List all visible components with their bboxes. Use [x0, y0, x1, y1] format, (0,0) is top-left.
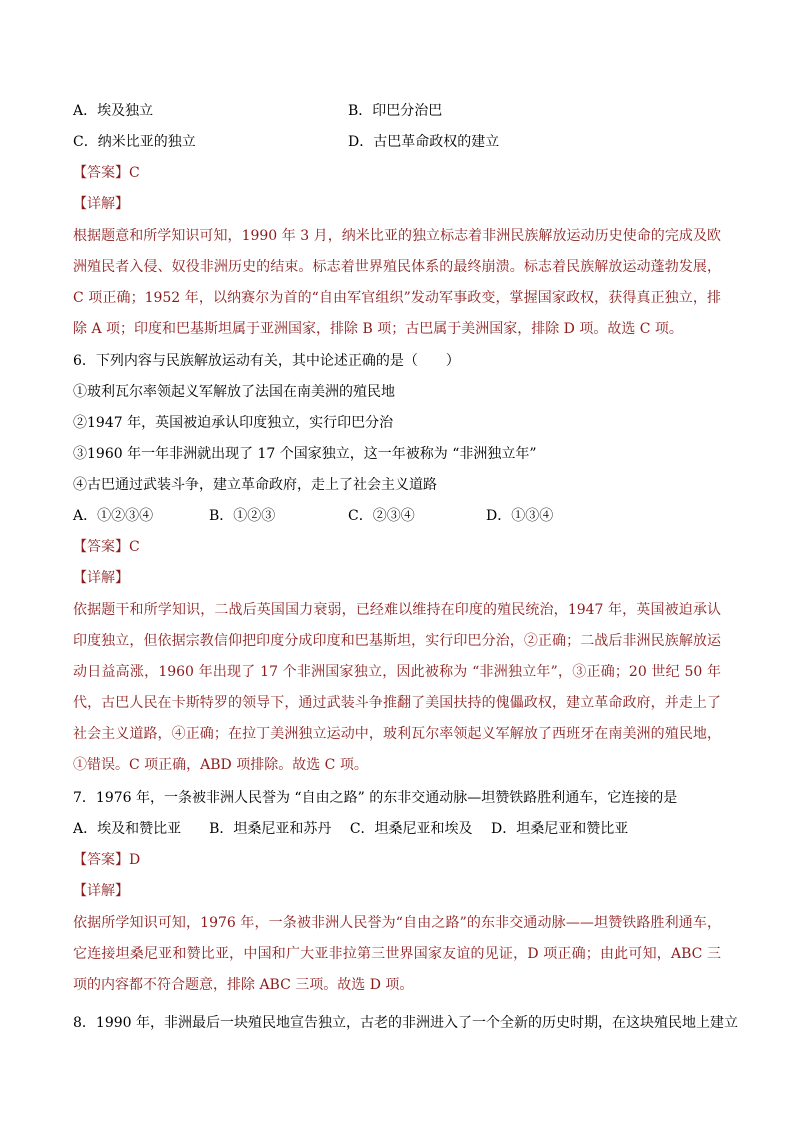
q6-option-c: C．②③④: [348, 508, 415, 524]
q8-stem: 8．1990 年，非洲最后一块殖民地宣告独立，古老的非洲进入了一个全新的历史时期，在这块殖民地上建立: [73, 1015, 738, 1031]
q7-answer: 【答案】D: [73, 852, 141, 868]
q6-item-2: ②1947 年，英国被迫承认印度独立，实行印巴分治: [73, 415, 394, 431]
q6-option-b: B．①②③: [209, 508, 276, 524]
q5-detail-text: 根据题意和所学知识可知，1990 年 3 月，纳米比亚的独立标志着非洲民族解放运动历史使命的完成及欧洲殖民者入侵、奴役非洲历史的结束。标志着世界殖民体系的最终崩溃。标志着民族解放运动蓬勃发展，C 项正确；1952 年，以纳赛尔为首的“自由军官组织”发动军事政变，掌握国家政权，获得真正独立，排除 A 项；印度和巴基斯坦属于亚洲国家，排除 B 项；古巴属于美洲国家，排除 D 项。故选 C 项。: [73, 228, 721, 337]
q6-item-1: ①玻利瓦尔率领起义军解放了法国在南美洲的殖民地: [73, 384, 395, 400]
q5-option-c: C．纳米比亚的独立: [73, 134, 196, 150]
q7-detail-text: 依据所学知识可知，1976 年，一条被非洲人民誉为“自由之路”的东非交通动脉——坦赞铁路胜利通车，它连接坦桑尼亚和赞比亚，中国和广大亚非拉第三世界国家友谊的见证，D 项正确；由此可知，ABC 三项的内容都不符合题意，排除 ABC 三项。故选 D 项。: [73, 915, 721, 993]
q6-option-d: D．①③④: [486, 508, 554, 524]
q5-answer: 【答案】C: [73, 165, 140, 181]
q6-item-4: ④古巴通过武装斗争，建立革命政府，走上了社会主义道路: [73, 477, 437, 493]
q6-detail-text: 依据题干和所学知识，二战后英国国力衰弱，已经难以维持在印度的殖民统治，1947 年，英国被迫承认印度独立，但依据宗教信仰把印度分成印度和巴基斯坦，实行印巴分治，②正确；二战后非洲民族解放运动日益高涨，1960 年出现了 17 个非洲国家独立，因此被称为 “非洲独立年”，③正确；20 世纪 50 年代，古巴人民在卡斯特罗的领导下，通过武装斗争推翻了美国扶持的傀儡政权，建立革命政府，并走上了社会主义道路，④正确；在拉丁美洲独立运动中，玻利瓦尔率领起义军解放了西班牙在南美洲的殖民地，①错误。C 项正确，ABD 项排除。故选 C 项。: [73, 602, 721, 773]
q7-options: A．埃及和赞比亚 B．坦桑尼亚和苏丹 C．坦桑尼亚和埃及 D．坦桑尼亚和赞比亚: [73, 821, 629, 837]
q5-option-d: D．古巴革命政权的建立: [348, 134, 500, 150]
q6-stem: 6．下列内容与民族解放运动有关，其中论述正确的是（ ）: [73, 353, 460, 369]
q5-option-b: B．印巴分治巴: [348, 103, 443, 119]
q5-option-a: A．埃及独立: [73, 103, 154, 119]
q5-detail-label: 【详解】: [73, 196, 129, 212]
q7-detail-label: 【详解】: [73, 883, 129, 899]
q7-stem: 7．1976 年，一条被非洲人民誉为 “自由之路” 的东非交通动脉—坦赞铁路胜利通车，它连接的是: [73, 790, 678, 806]
q6-answer: 【答案】C: [73, 539, 140, 555]
q6-detail-label: 【详解】: [73, 570, 129, 586]
q6-item-3: ③1960 年一年非洲就出现了 17 个国家独立，这一年被称为 “非洲独立年”: [73, 446, 537, 462]
q6-option-a: A．①②③④: [73, 508, 154, 524]
